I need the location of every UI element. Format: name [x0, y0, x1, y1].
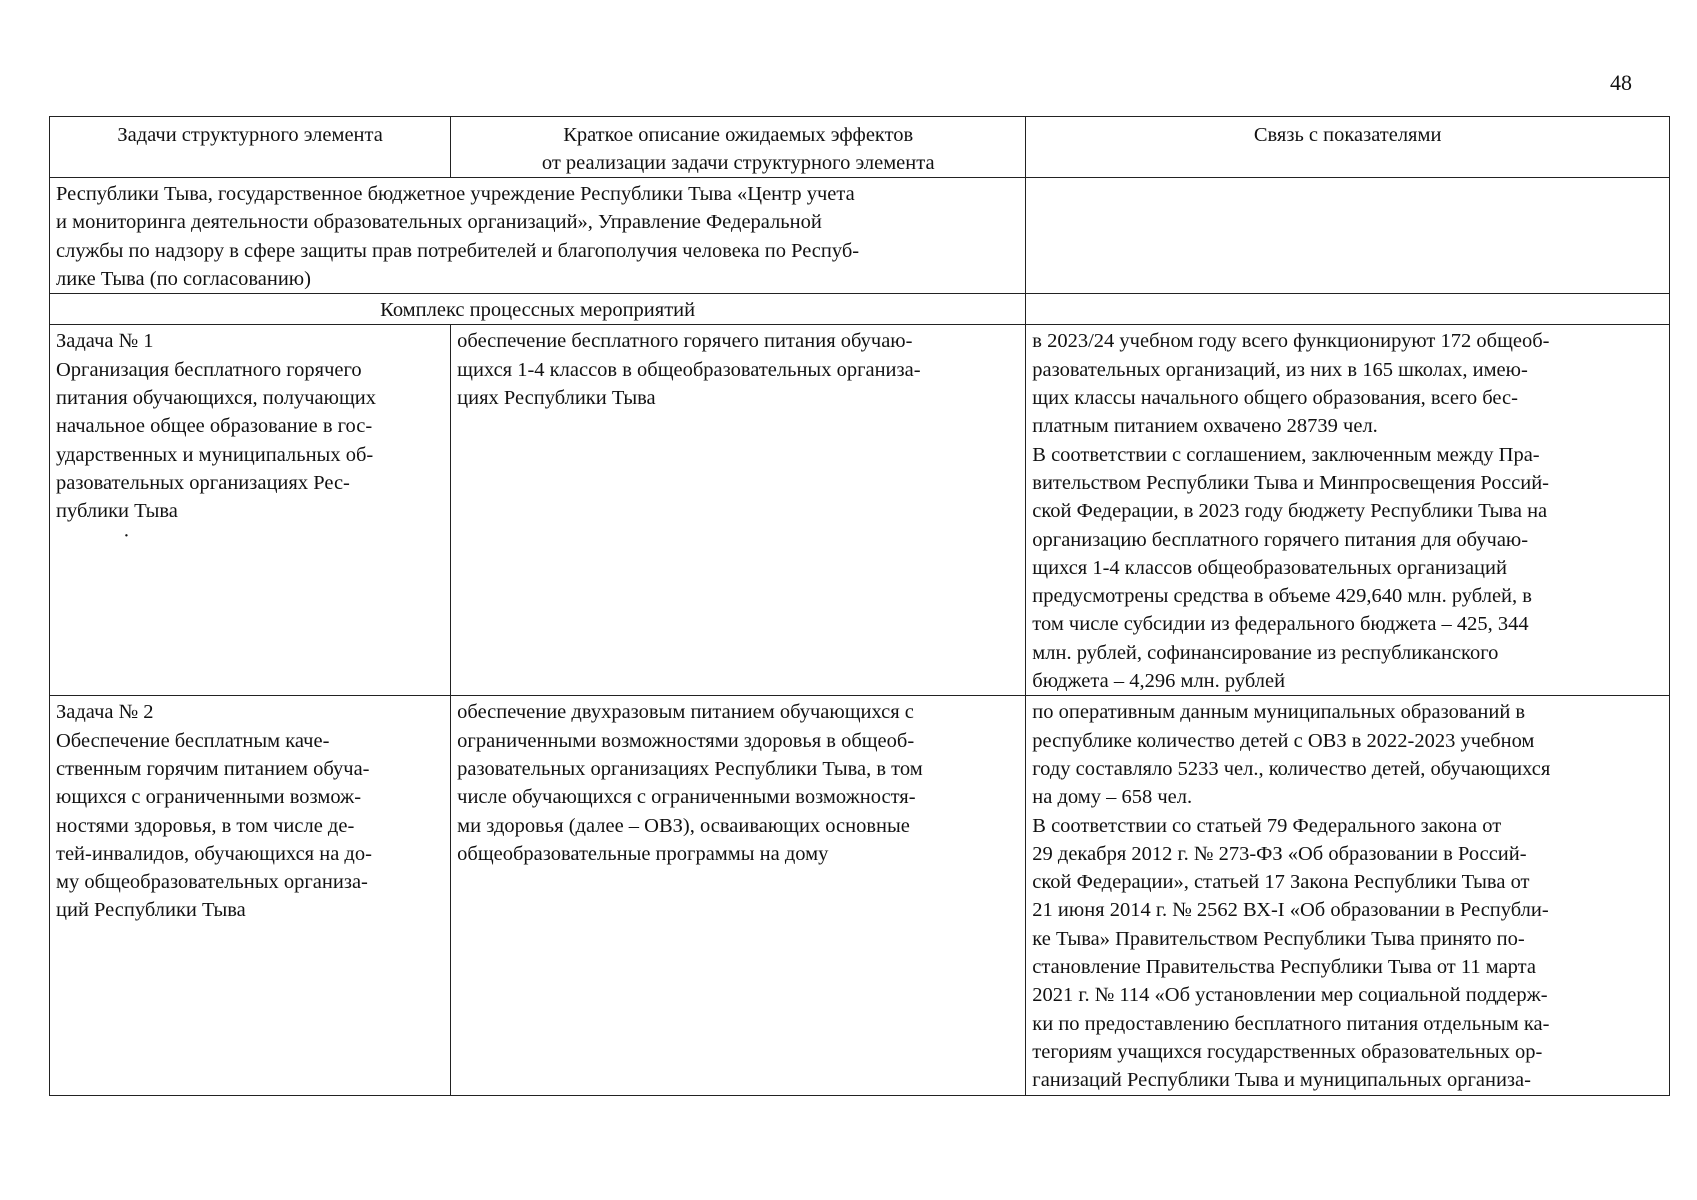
indicator-line: по оперативным данным муниципальных образований в [1032, 701, 1526, 724]
header-effects [451, 117, 1026, 178]
scan-dot: · [123, 524, 130, 547]
effect-line: щихся 1-4 классов в общеобразовательных организа- [457, 358, 921, 381]
indicator-line: щих классы начального общего образования, всего бес- [1032, 387, 1518, 410]
indicator-paragraph [1032, 441, 1663, 696]
effect-line: числе обучающихся с ограниченными возможностя- [457, 786, 916, 809]
effect-line: обеспечение двухразовым питанием обучающихся с [457, 701, 914, 724]
indicator-line: ской Федерации», статьей 17 Закона Республики Тыва от [1032, 871, 1530, 894]
table-row [50, 325, 1670, 696]
effect-line: обеспечение бесплатного горячего питания обучаю- [457, 330, 913, 353]
indicator-line: тегориям учащихся государственных образовательных ор- [1032, 1040, 1543, 1063]
table-row [50, 696, 1670, 1095]
task-line: публики Тыва [56, 500, 178, 523]
effect-line: общеобразовательные программы на дому [457, 842, 829, 865]
responsible-line: лике Тыва (по согласованию) [56, 267, 311, 290]
effect-line: ми здоровья (далее – ОВЗ), осваивающих основные [457, 814, 910, 837]
task-line: Задача № 1 [56, 330, 154, 353]
indicator-paragraph [1032, 698, 1663, 811]
indicator-line: ганизаций Республики Тыва и муниципальных организа- [1032, 1069, 1531, 1092]
indicator-line: платным питанием охвачено 28739 чел. [1032, 415, 1378, 438]
responsible-indicator-cell [1026, 178, 1670, 294]
indicator-line: 2021 г. № 114 «Об установлении мер социальной поддерж- [1032, 984, 1548, 1007]
indicator-line: 21 июня 2014 г. № 2562 ВХ-I «Об образовании в Республи- [1032, 899, 1549, 922]
task-line: ственным горячим питанием обуча- [56, 757, 370, 780]
indicator-line: на дому – 658 чел. [1032, 786, 1193, 809]
responsible-line: Республики Тыва, государственное бюджетное учреждение Республики Тыва «Центр учета [56, 183, 855, 205]
indicator-line: становление Правительства Республики Тыва от 11 марта [1032, 956, 1536, 979]
indicator-cell [1026, 325, 1670, 696]
indicator-paragraph [1032, 812, 1663, 1095]
header-tasks-label: Задачи структурного элемента [117, 124, 383, 146]
responsible-row [50, 178, 1670, 294]
effect-line: ограниченными возможностями здоровья в общеоб- [457, 729, 915, 752]
indicator-line: щихся 1-4 классов общеобразовательных организаций [1032, 556, 1507, 579]
indicator-line: в 2023/24 учебном году всего функционируют 172 общеоб- [1032, 330, 1550, 353]
task-line: ций Республики Тыва [56, 899, 246, 922]
task-line: Задача № 2 [56, 701, 154, 724]
task-line: Обеспечение бесплатным каче- [56, 729, 330, 752]
responsible-line: службы по надзору в сфере защиты прав потребителей и благополучия человека по Респуб- [56, 239, 860, 262]
indicator-line: ке Тыва» Правительством Республики Тыва принято по- [1032, 927, 1525, 950]
effect-cell [451, 325, 1026, 696]
task-line: начальное общее образование в гос- [56, 415, 373, 438]
responsible-line: и мониторинга деятельности образовательных организаций», Управление Федеральной [56, 211, 822, 234]
page-number: 48 [1610, 70, 1632, 95]
header-effects-line1: Краткое описание ожидаемых эффектов [563, 124, 914, 146]
indicator-line: организацию бесплатного горячего питания для обучаю- [1032, 528, 1529, 551]
effect-line: разовательных организациях Республики Тыва, в том [457, 757, 923, 780]
task-line: Организация бесплатного горячего [56, 358, 362, 381]
task-line: ностями здоровья, в том числе де- [56, 814, 355, 837]
indicator-line: В соответствии со статьей 79 Федерального закона от [1032, 814, 1502, 837]
section-title-cell [50, 294, 1026, 325]
header-tasks [50, 117, 451, 178]
indicator-line: ки по предоставлению бесплатного питания отдельным ка- [1032, 1012, 1550, 1035]
header-row [50, 117, 1670, 178]
task-cell [50, 696, 451, 1095]
indicator-line: предусмотрены средства в объеме 429,640 млн. рублей, в [1032, 585, 1532, 608]
indicator-line: том числе субсидии из федерального бюджета – 425, 344 [1032, 613, 1529, 636]
section-row [50, 294, 1670, 325]
section-title: Комплекс процессных мероприятий [380, 299, 696, 322]
indicator-paragraph [1032, 327, 1663, 440]
indicator-line: республике количество детей с ОВЗ в 2022-2023 учебном [1032, 729, 1535, 752]
task-line: разовательных организациях Рес- [56, 471, 350, 494]
header-indicators [1026, 117, 1670, 178]
effect-line: циях Республики Тыва [457, 387, 656, 410]
indicator-cell [1026, 696, 1670, 1095]
indicator-line: В соответствии с соглашением, заключенным между Пра- [1032, 443, 1540, 466]
indicator-line: бюджета – 4,296 млн. рублей [1032, 670, 1286, 693]
indicator-line: году составляло 5233 чел., количество детей, обучающихся [1032, 757, 1551, 780]
task-cell [50, 325, 451, 696]
indicator-line: разовательных организаций, из них в 165 школах, имею- [1032, 358, 1528, 381]
measures-table [49, 116, 1670, 1096]
header-effects-line2: от реализации задачи структурного элемента [541, 152, 935, 174]
responsible-cell [50, 178, 1026, 294]
task-line: му общеобразовательных организа- [56, 871, 368, 894]
task-line: ющихся с ограниченными возмож- [56, 786, 362, 809]
effect-cell [451, 696, 1026, 1095]
indicator-line: ской Федерации, в 2023 году бюджету Республики Тыва на [1032, 500, 1548, 523]
task-line: ударственных и муниципальных об- [56, 443, 374, 466]
task-line: тей-инвалидов, обучающихся на до- [56, 842, 372, 865]
indicator-line: 29 декабря 2012 г. № 273-ФЗ «Об образовании в Россий- [1032, 842, 1527, 865]
section-indicator-cell [1026, 294, 1670, 325]
header-indicators-label: Связь с показателями [1253, 124, 1442, 146]
indicator-line: вительством Республики Тыва и Минпросвещения Россий- [1032, 471, 1549, 494]
task-line: питания обучающихся, получающих [56, 387, 376, 410]
indicator-line: млн. рублей, софинансирование из республиканского [1032, 641, 1499, 664]
